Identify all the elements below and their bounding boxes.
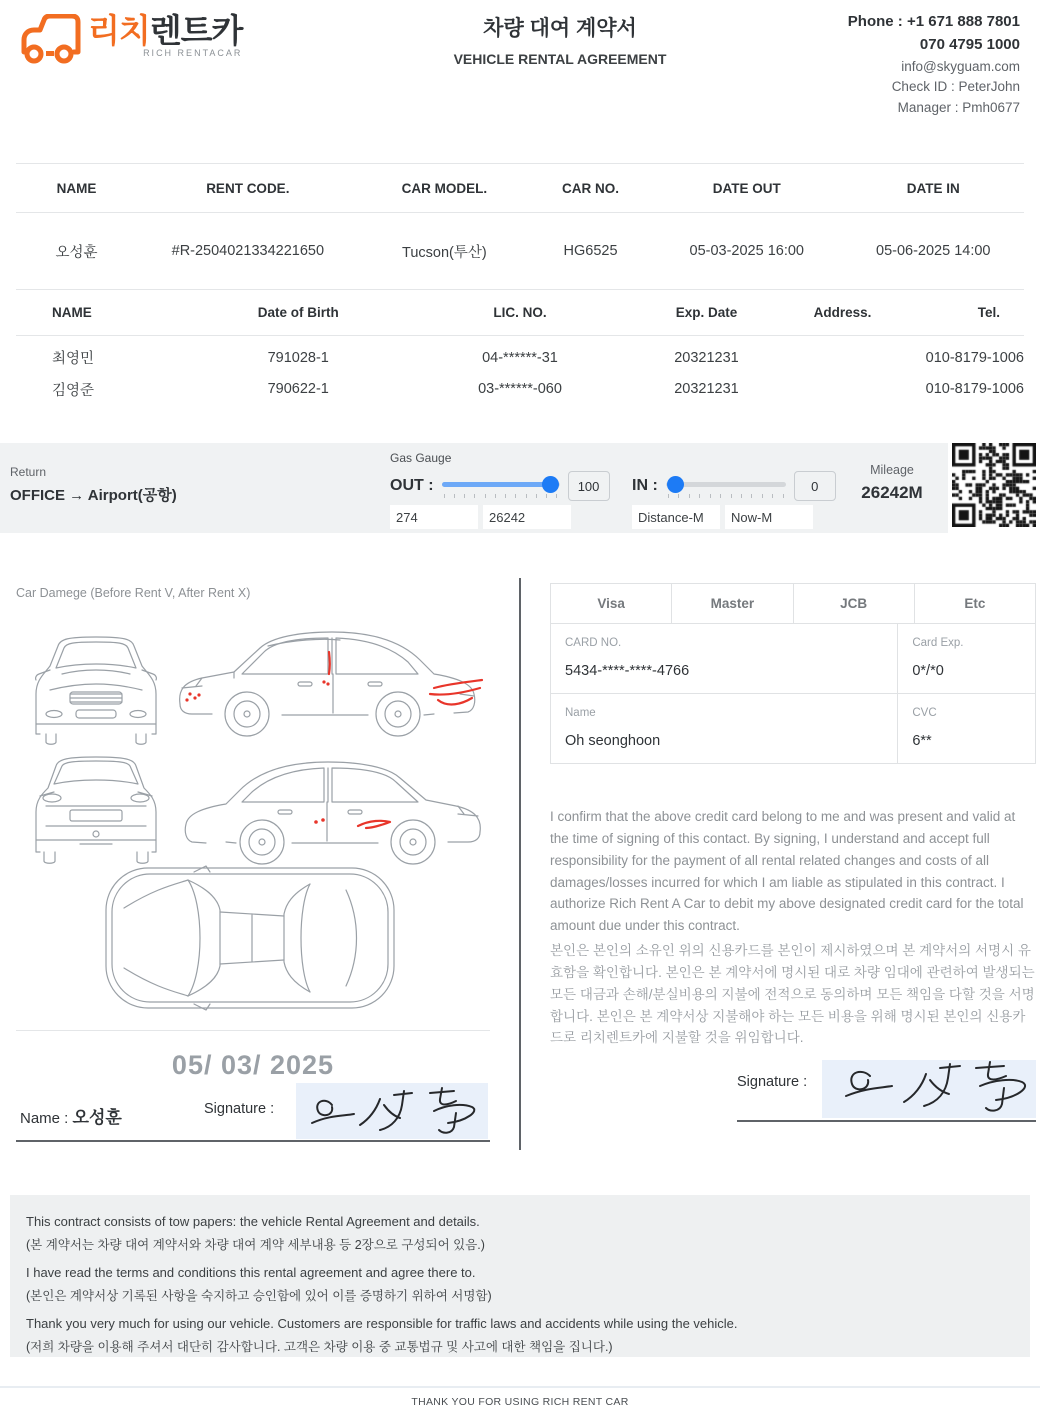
col-tel: Tel.	[903, 290, 1024, 335]
renter-name: 오성훈	[55, 244, 98, 261]
card-no-label: CARD NO.	[565, 637, 622, 649]
bottom-divider	[0, 1386, 1040, 1388]
driver-lic-no: 03-******-060	[478, 381, 562, 398]
card-holder-label: Name	[565, 707, 596, 719]
gas-out-value: 100	[568, 471, 610, 501]
card-holder-value[interactable]: Oh seonghoon	[565, 733, 661, 749]
left-signature-underline	[16, 1140, 490, 1142]
document-titles	[350, 10, 770, 119]
mileage-value: 26242M	[861, 483, 923, 502]
signature-pad-left[interactable]	[296, 1083, 488, 1139]
col-name: NAME	[16, 164, 137, 213]
card-number-row	[550, 624, 1036, 694]
tab-visa[interactable]: Visa	[550, 583, 671, 624]
gas-in-value: 0	[794, 471, 836, 501]
tab-master[interactable]: Master	[671, 583, 792, 624]
return-block	[10, 465, 177, 505]
phone-primary: Phone : +1 671 888 7801	[847, 13, 1020, 30]
card-no-cell	[550, 624, 897, 694]
note-en: This contract consists of tow papers: the vehicle Rental Agreement and details.	[26, 1214, 480, 1229]
car-side-view-diagram-1	[172, 616, 492, 748]
damage-check-date: 05/ 03/ 2025	[171, 1050, 335, 1080]
col-car-no: CAR NO.	[530, 164, 651, 213]
column-divider	[519, 578, 521, 1150]
gas-out-label: OUT :	[390, 477, 434, 494]
card-holder-cell	[550, 694, 897, 764]
gas-out-slider[interactable]	[442, 475, 560, 497]
driver-tel: 010-8179-1006	[925, 381, 1024, 398]
gas-out-field-1[interactable]	[390, 505, 478, 529]
signature-pad-right[interactable]	[822, 1060, 1036, 1118]
brand-logo	[20, 10, 350, 119]
name-label: Name :	[20, 1110, 69, 1127]
header	[0, 0, 1040, 119]
logo-kr-dark: 렌트카	[149, 12, 243, 49]
gas-in-slider-thumb[interactable]	[667, 476, 684, 493]
driver-dob: 790622-1	[267, 381, 329, 398]
car-model: Tucson(투산)	[402, 244, 487, 261]
check-id-text: Check ID : PeterJohn	[891, 79, 1020, 95]
driver-address	[782, 335, 903, 371]
col-date-out: DATE OUT	[651, 164, 843, 213]
gas-out-field-2[interactable]	[483, 505, 571, 529]
return-label: Return	[10, 465, 47, 479]
card-exp-value[interactable]: 0*/*0	[912, 663, 944, 679]
consent-paragraph-en: I confirm that the above credit card belong to me and was present and valid at the time of signing of this contact. By signing, I understand and accept full responsibility for the payment of all rental related changes and costs of all damages/losses incurred for which I am liable as stipulated in this contract. I authorize Rich Rent A Car to debit my above designated credit card for the total amount due under this contract.	[550, 809, 1024, 934]
car-top-view-diagram	[100, 860, 400, 1016]
page-title-en: VEHICLE RENTAL AGREEMENT	[453, 51, 667, 67]
driver-address	[782, 371, 903, 407]
mileage-block	[842, 463, 942, 503]
driver-tel: 010-8179-1006	[925, 349, 1024, 366]
gas-out-row	[390, 471, 610, 501]
cvc-value[interactable]: 6**	[912, 733, 932, 749]
name-value: 오성훈	[72, 1108, 122, 1127]
main-content	[0, 578, 1040, 1150]
driver-table-header-row	[16, 290, 1024, 335]
qr-code	[952, 443, 1036, 527]
card-exp-cell	[897, 624, 1036, 694]
col-rent-code: RENT CODE.	[137, 164, 359, 213]
gas-in-row	[632, 471, 836, 501]
signature-label-right: Signature :	[737, 1074, 808, 1090]
col-car-model: CAR MODEL.	[359, 164, 530, 213]
driver-exp-date: 20321231	[674, 349, 739, 366]
rent-code: #R-2504021334221650	[171, 243, 325, 260]
now-field[interactable]	[725, 505, 813, 529]
car-damage-title: Car Damege (Before Rent V, After Rent X)	[16, 586, 251, 600]
distance-field[interactable]	[632, 505, 720, 529]
card-panel	[550, 583, 1036, 764]
gas-in-fields	[632, 505, 813, 529]
date-in: 05-06-2025 14:00	[876, 243, 991, 260]
card-holder-row	[550, 694, 1036, 764]
mileage-label: Mileage	[870, 463, 914, 477]
date-divider	[16, 1030, 490, 1031]
consent-paragraph-kr: 본인은 본인의 소유인 위의 신용카드를 본인이 제시하였으며 본 계약서의 서명시 유효함을 확인합니다. 본인은 본 계약서에 명시된 대로 차량 임대에 관련하여 발생되는 모든 대금과 손해/분실비용의 지불에 전적으로 동의하며 모든 책임을 다할 것을 서명합니다. 본인은 본 계약서상 지불해야 하는 모든 비용을 위해 명시된 본인의 신용카드로 리치렌트카에 지불할 것을 위임합니다.	[550, 943, 1035, 1046]
signature-label-left: Signature :	[204, 1101, 275, 1117]
cvc-cell	[897, 694, 1036, 764]
date-out: 05-03-2025 16:00	[689, 243, 805, 260]
col-exp-date: Exp. Date	[631, 290, 782, 335]
qr-code-box	[948, 437, 1040, 533]
driver-dob: 791028-1	[267, 349, 329, 366]
driver-row	[16, 371, 1024, 407]
logo-subtitle: RICH RENTACAR	[143, 48, 243, 58]
driver-name: 김영준	[52, 382, 95, 399]
card-type-tabs	[550, 583, 1036, 624]
tab-etc[interactable]: Etc	[914, 583, 1036, 624]
rental-table-header-row	[16, 164, 1024, 213]
right-signature-underline	[737, 1120, 1036, 1122]
col-lic-no: LIC. NO.	[409, 290, 631, 335]
gas-in-label: IN :	[632, 477, 658, 494]
driver-lic-no: 04-******-31	[482, 349, 558, 366]
car-logo-icon	[20, 14, 82, 71]
rental-table-row	[16, 213, 1024, 290]
footer-notes	[10, 1195, 1030, 1357]
car-side-view-diagram-2	[168, 750, 488, 872]
manager-text: Manager : Pmh0677	[897, 100, 1020, 116]
gauge-strip	[0, 443, 1040, 533]
driver-exp-date: 20321231	[674, 381, 739, 398]
col-dob: Date of Birth	[187, 290, 409, 335]
col-driver-name: NAME	[16, 290, 187, 335]
contact-info	[770, 10, 1020, 119]
note-en: I have read the terms and conditions this rental agreement and agree there to.	[26, 1265, 476, 1280]
driver-info-table	[16, 290, 1024, 407]
gas-out-slider-thumb[interactable]	[542, 476, 559, 493]
note-en: Thank you very much for using our vehicle. Customers are responsible for traffic laws and accidents while using the vehicle.	[26, 1316, 738, 1331]
cvc-label: CVC	[912, 707, 937, 719]
note-kr: (본인은 계약서상 기록된 사항을 숙지하고 승인함에 있어 이를 증명하기 위하여 서명함)	[26, 1289, 492, 1303]
renter-name-line	[20, 1103, 122, 1128]
brand-logo-text	[88, 14, 242, 58]
col-date-in: DATE IN	[843, 164, 1024, 213]
rental-info-table	[16, 163, 1024, 290]
col-address: Address.	[782, 290, 903, 335]
car-front-view-diagram	[26, 630, 166, 748]
return-route: OFFICE → Airport(공항)	[10, 487, 177, 504]
phone-secondary: 070 4795 1000	[919, 36, 1020, 54]
car-rear-view-diagram	[26, 750, 166, 868]
car-no: HG6525	[563, 243, 618, 260]
tab-jcb[interactable]: JCB	[793, 583, 914, 624]
card-exp-label: Card Exp.	[912, 637, 964, 649]
gas-gauge-label: Gas Gauge	[390, 451, 452, 465]
driver-row	[16, 335, 1024, 371]
card-no-value[interactable]: 5434-****-****-4766	[565, 663, 690, 679]
note-kr: (저희 차량을 이용해 주셔서 대단히 감사합니다. 고객은 차량 이용 중 교통법규 및 사고에 대한 책임을 집니다.)	[26, 1340, 613, 1354]
gas-in-slider[interactable]	[666, 475, 786, 497]
logo-kr-orange: 리치	[88, 12, 150, 49]
page-title-kr: 차량 대여 계약서	[483, 17, 637, 40]
driver-name: 최영민	[52, 351, 95, 368]
thank-you-text: THANK YOU FOR USING RICH RENT CAR	[411, 1396, 629, 1408]
left-name-signature-row	[16, 1083, 490, 1139]
gas-out-fields	[390, 505, 571, 529]
note-kr: (본 계약서는 차량 대여 계약서와 차량 대여 계약 세부내용 등 2장으로 구성되어 있음.)	[26, 1238, 485, 1252]
email-text: info@skyguam.com	[901, 58, 1020, 74]
